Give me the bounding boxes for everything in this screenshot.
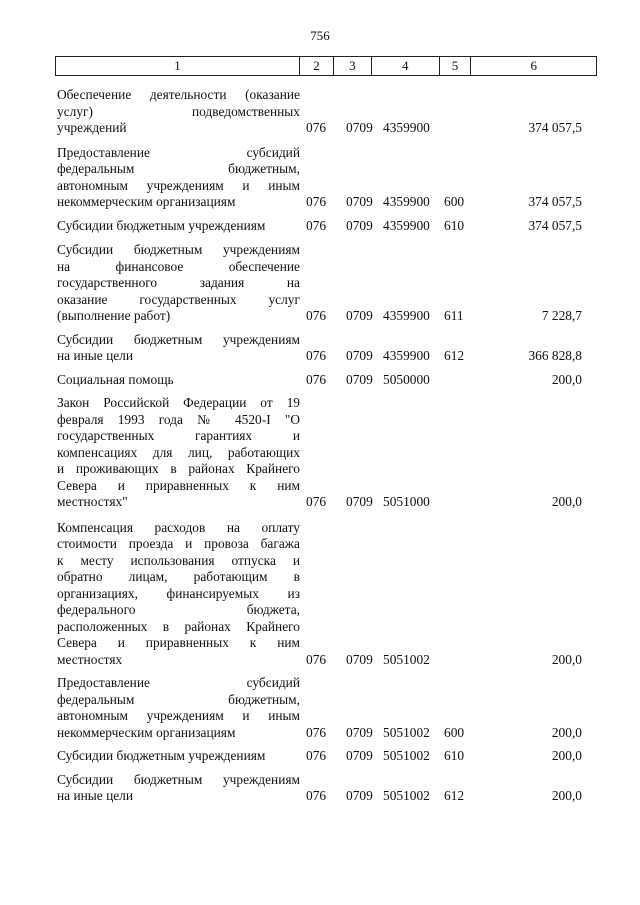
section-code: 0709 <box>346 308 373 323</box>
amount: 374 057,5 <box>528 217 582 233</box>
description-line: Предоставление субсидий <box>57 675 300 690</box>
description-line: федеральным бюджетным, <box>57 691 300 707</box>
description-line: местностях" <box>57 494 128 509</box>
expense-type-code: 600 <box>444 194 465 209</box>
description-line: Севера и приравненных к ним <box>57 635 300 650</box>
expense-type-code: 612 <box>444 348 465 363</box>
amount: 200,0 <box>551 494 582 509</box>
section-code: 0709 <box>346 788 373 803</box>
description-line: (выполнение работ) <box>57 308 171 323</box>
expense-type-code: 612 <box>444 788 465 803</box>
row-description <box>57 218 300 235</box>
row-description <box>57 675 300 741</box>
amount: 200,0 <box>551 371 582 387</box>
description-line: автономным учреждениям и иным <box>57 708 300 723</box>
row-description <box>57 748 300 765</box>
table-row <box>55 772 597 805</box>
target-article-code: 4359900 <box>383 120 430 135</box>
description-line: Социальная помощь <box>57 371 174 387</box>
amount: 200,0 <box>551 651 582 667</box>
table-row <box>55 218 597 235</box>
description-line: на финансовое обеспечение <box>57 258 300 274</box>
row-description <box>57 87 300 137</box>
ministry-code: 076 <box>306 651 327 667</box>
description-line: Субсидии бюджетным учреждениям <box>57 748 266 763</box>
target-article-code: 5051000 <box>383 494 430 509</box>
row-description <box>57 772 300 805</box>
target-article-code: 4359900 <box>383 217 430 233</box>
header-col-2: 2 <box>300 57 334 75</box>
description-line: Севера и приравненных к ним <box>57 477 300 493</box>
ministry-code: 076 <box>306 494 327 509</box>
description-line: федерального бюджета, <box>57 602 300 617</box>
ministry-code: 076 <box>306 371 327 387</box>
section-code: 0709 <box>346 494 373 509</box>
description-line: учреждений <box>57 120 127 135</box>
description-line: услуг) подведомственных <box>57 103 300 119</box>
description-line: на иные цели <box>57 788 134 803</box>
description-line: на иные цели <box>57 348 134 363</box>
page-number: 756 <box>310 28 330 43</box>
section-code: 0709 <box>346 120 373 135</box>
ministry-code: 076 <box>306 120 327 135</box>
section-code: 0709 <box>346 651 373 667</box>
header-col-1: 1 <box>56 57 300 75</box>
header-col-5: 5 <box>440 57 472 75</box>
description-line: Компенсация расходов на оплату <box>57 519 300 535</box>
header-col-6: 6 <box>530 58 537 73</box>
row-description <box>57 242 300 325</box>
section-code: 0709 <box>346 371 373 387</box>
expense-type-code: 611 <box>444 308 464 323</box>
table-body <box>55 80 597 805</box>
section-code: 0709 <box>346 348 373 363</box>
amount: 366 828,8 <box>528 348 582 363</box>
description-line: Субсидии бюджетным учреждениям <box>57 242 300 257</box>
ministry-code: 076 <box>306 348 327 363</box>
description-line: автономным учреждениям и иным <box>57 177 300 193</box>
expense-type-code: 610 <box>444 217 465 233</box>
section-code: 0709 <box>346 194 373 209</box>
table-row <box>55 332 597 365</box>
description-line: февраля 1993 года № 4520-I "О <box>57 411 300 427</box>
amount: 200,0 <box>551 724 582 740</box>
section-code: 0709 <box>346 748 373 763</box>
amount: 7 228,7 <box>541 308 582 323</box>
description-line: стоимости проезда и провоза багажа <box>57 536 300 551</box>
description-line: и проживающих в районах Крайнего <box>57 461 300 476</box>
table-row <box>55 87 597 137</box>
ministry-code: 076 <box>306 194 327 209</box>
target-article-code: 4359900 <box>383 348 430 363</box>
section-code: 0709 <box>346 217 373 233</box>
target-article-code: 4359900 <box>383 308 430 323</box>
target-article-code: 5051002 <box>383 651 430 667</box>
row-description <box>57 332 300 365</box>
description-line: государственных гарантиях и <box>57 428 300 443</box>
description-line: Обеспечение деятельности (оказание <box>57 87 300 102</box>
row-description <box>57 372 300 389</box>
table-row <box>55 395 597 511</box>
ministry-code: 076 <box>306 788 327 803</box>
target-article-code: 5051002 <box>383 788 430 803</box>
description-line: обратно лицам, работающим в <box>57 569 300 584</box>
table-row <box>55 675 597 741</box>
amount: 374 057,5 <box>528 120 582 135</box>
description-line: местностях <box>57 651 123 667</box>
table-row <box>55 372 597 389</box>
header-col-4: 4 <box>372 57 440 75</box>
amount: 200,0 <box>551 748 582 763</box>
description-line: к месту использования отпуска и <box>57 552 300 568</box>
description-line: Предоставление субсидий <box>57 144 300 160</box>
description-line: федеральным бюджетным, <box>57 161 300 176</box>
target-article-code: 5051002 <box>383 748 430 763</box>
table-row <box>55 520 597 669</box>
description-line: некоммерческим организациям <box>57 724 236 740</box>
description-line: Закон Российской Федерации от 19 <box>57 395 300 410</box>
description-line: Субсидии бюджетным учреждениям <box>57 217 266 233</box>
description-line: государственного задания на <box>57 275 300 290</box>
description-line: Субсидии бюджетным учреждениям <box>57 771 300 787</box>
row-description <box>57 145 300 211</box>
description-line: оказание государственных услуг <box>57 291 300 307</box>
table-header <box>55 56 597 76</box>
table-row <box>55 748 597 765</box>
ministry-code: 076 <box>306 724 327 740</box>
header-col-3: 3 <box>334 57 372 75</box>
ministry-code: 076 <box>306 308 327 323</box>
expense-type-code: 610 <box>444 748 465 763</box>
description-line: расположенных в районах Крайнего <box>57 618 300 634</box>
table-row <box>55 145 597 211</box>
target-article-code: 5050000 <box>383 371 430 387</box>
ministry-code: 076 <box>306 748 327 763</box>
description-line: некоммерческим организациям <box>57 194 236 209</box>
amount: 374 057,5 <box>528 194 582 209</box>
section-code: 0709 <box>346 724 373 740</box>
amount: 200,0 <box>551 788 582 803</box>
ministry-code: 076 <box>306 217 327 233</box>
description-line: организациях, финансируемых из <box>57 585 300 601</box>
target-article-code: 4359900 <box>383 194 430 209</box>
description-line: Субсидии бюджетным учреждениям <box>57 331 300 347</box>
table-row <box>55 242 597 325</box>
row-description <box>57 520 300 669</box>
target-article-code: 5051002 <box>383 724 430 740</box>
expense-type-code: 600 <box>444 724 465 740</box>
description-line: компенсациях для лиц, работающих <box>57 444 300 460</box>
row-description <box>57 395 300 511</box>
